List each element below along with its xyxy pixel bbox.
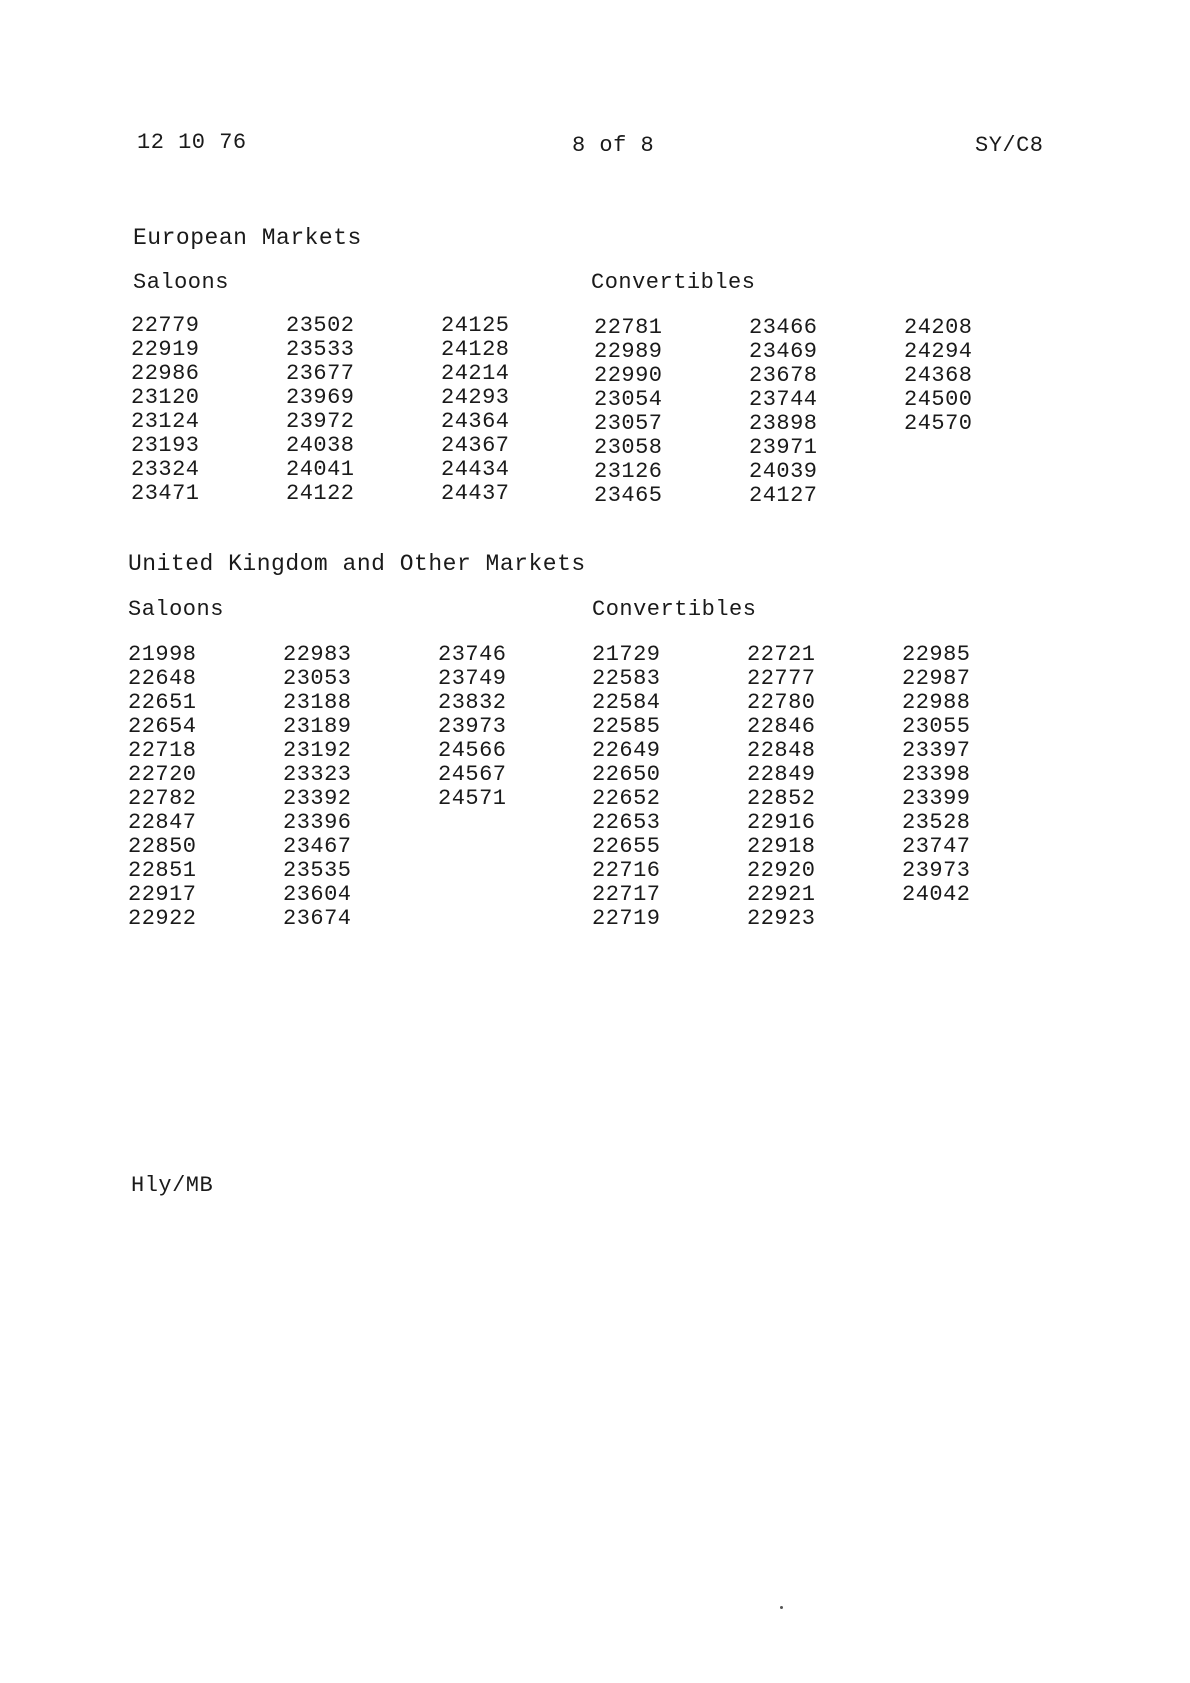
model-code: 22989: [594, 339, 663, 364]
model-code: 22652: [592, 786, 661, 811]
european-markets-heading: European Markets: [133, 225, 362, 251]
model-code: 24122: [286, 481, 355, 506]
model-code: 22852: [747, 786, 816, 811]
european-convertibles-column-3: [904, 316, 973, 436]
uk-convertibles-column-1: [592, 643, 661, 931]
model-code: 23465: [594, 483, 663, 508]
model-code: 22655: [592, 834, 661, 859]
model-code: 23057: [594, 411, 663, 436]
model-code: 22583: [592, 666, 661, 691]
model-code: 21729: [592, 642, 661, 667]
model-code: 23055: [902, 714, 971, 739]
model-code: 23746: [438, 642, 507, 667]
model-code: 23502: [286, 313, 355, 338]
model-code: 23466: [749, 315, 818, 340]
model-code: 23323: [283, 762, 352, 787]
model-code: 23189: [283, 714, 352, 739]
model-code: 23398: [902, 762, 971, 787]
model-code: 22983: [283, 642, 352, 667]
uk-saloons-column-3: [438, 643, 507, 811]
model-code: 23126: [594, 459, 663, 484]
model-code: 23053: [283, 666, 352, 691]
model-code: 22987: [902, 666, 971, 691]
document-reference: SY/C8: [975, 133, 1044, 158]
model-code: 22716: [592, 858, 661, 883]
model-code: 23744: [749, 387, 818, 412]
model-code: 24214: [441, 361, 510, 386]
model-code: 24571: [438, 786, 507, 811]
model-code: 24570: [904, 411, 973, 436]
model-code: 24127: [749, 483, 818, 508]
model-code: 22916: [747, 810, 816, 835]
model-code: 24437: [441, 481, 510, 506]
model-code: 23747: [902, 834, 971, 859]
model-code: 22648: [128, 666, 197, 691]
uk-convertibles-column-2: [747, 643, 816, 931]
model-code: 23396: [283, 810, 352, 835]
model-code: 23604: [283, 882, 352, 907]
model-code: 23193: [131, 433, 200, 458]
model-code: 22720: [128, 762, 197, 787]
model-code: 23971: [749, 435, 818, 460]
model-code: 24566: [438, 738, 507, 763]
model-code: 22922: [128, 906, 197, 931]
european-saloons-column-3: [441, 314, 510, 506]
model-code: 22851: [128, 858, 197, 883]
model-code: 22718: [128, 738, 197, 763]
model-code: 23392: [283, 786, 352, 811]
european-convertibles-column-1: [594, 316, 663, 508]
model-code: 22988: [902, 690, 971, 715]
model-code: 23973: [438, 714, 507, 739]
european-saloons-label: Saloons: [133, 270, 229, 295]
model-code: 24364: [441, 409, 510, 434]
model-code: 22986: [131, 361, 200, 386]
model-code: 22919: [131, 337, 200, 362]
model-code: 22985: [902, 642, 971, 667]
document-date: 12 10 76: [137, 130, 247, 155]
model-code: 22650: [592, 762, 661, 787]
uk-convertibles-label: Convertibles: [592, 597, 757, 622]
model-code: 22779: [131, 313, 200, 338]
model-code: 23397: [902, 738, 971, 763]
european-convertibles-label: Convertibles: [591, 270, 756, 295]
model-code: 23535: [283, 858, 352, 883]
model-code: 23972: [286, 409, 355, 434]
model-code: 22917: [128, 882, 197, 907]
model-code: 24208: [904, 315, 973, 340]
model-code: 23471: [131, 481, 200, 506]
model-code: 23324: [131, 457, 200, 482]
model-code: 23058: [594, 435, 663, 460]
model-code: 23399: [902, 786, 971, 811]
model-code: 21998: [128, 642, 197, 667]
model-code: 22990: [594, 363, 663, 388]
model-code: 23677: [286, 361, 355, 386]
model-code: 23678: [749, 363, 818, 388]
uk-markets-heading: United Kingdom and Other Markets: [128, 551, 586, 577]
model-code: 22923: [747, 906, 816, 931]
model-code: 23749: [438, 666, 507, 691]
model-code: 23188: [283, 690, 352, 715]
uk-saloons-label: Saloons: [128, 597, 224, 622]
model-code: 23832: [438, 690, 507, 715]
model-code: 22918: [747, 834, 816, 859]
model-code: 24039: [749, 459, 818, 484]
model-code: 24367: [441, 433, 510, 458]
european-saloons-column-1: [131, 314, 200, 506]
model-code: 24128: [441, 337, 510, 362]
model-code: 23192: [283, 738, 352, 763]
model-code: 22717: [592, 882, 661, 907]
model-code: 22848: [747, 738, 816, 763]
model-code: 23898: [749, 411, 818, 436]
model-code: 22651: [128, 690, 197, 715]
page-number: 8 of 8: [572, 133, 655, 158]
model-code: 23054: [594, 387, 663, 412]
model-code: 22654: [128, 714, 197, 739]
model-code: 23969: [286, 385, 355, 410]
model-code: 22584: [592, 690, 661, 715]
model-code: 22921: [747, 882, 816, 907]
model-code: 22781: [594, 315, 663, 340]
model-code: 24500: [904, 387, 973, 412]
model-code: 23674: [283, 906, 352, 931]
model-code: 23528: [902, 810, 971, 835]
model-code: 24368: [904, 363, 973, 388]
model-code: 22585: [592, 714, 661, 739]
model-code: 24434: [441, 457, 510, 482]
model-code: 22847: [128, 810, 197, 835]
model-code: 22777: [747, 666, 816, 691]
model-code: 22649: [592, 738, 661, 763]
european-convertibles-column-2: [749, 316, 818, 508]
model-code: 24041: [286, 457, 355, 482]
model-code: 22849: [747, 762, 816, 787]
model-code: 23120: [131, 385, 200, 410]
model-code: 22850: [128, 834, 197, 859]
model-code: 22782: [128, 786, 197, 811]
model-code: 22719: [592, 906, 661, 931]
typist-initials: Hly/MB: [131, 1173, 214, 1198]
model-code: 22653: [592, 810, 661, 835]
model-code: 24042: [902, 882, 971, 907]
model-code: 24038: [286, 433, 355, 458]
uk-saloons-column-1: [128, 643, 197, 931]
model-code: 22721: [747, 642, 816, 667]
scan-speck: [780, 1606, 783, 1609]
model-code: 23124: [131, 409, 200, 434]
model-code: 22846: [747, 714, 816, 739]
model-code: 23533: [286, 337, 355, 362]
model-code: 24125: [441, 313, 510, 338]
model-code: 24293: [441, 385, 510, 410]
uk-convertibles-column-3: [902, 643, 971, 907]
model-code: 22920: [747, 858, 816, 883]
model-code: 22780: [747, 690, 816, 715]
model-code: 24567: [438, 762, 507, 787]
european-saloons-column-2: [286, 314, 355, 506]
model-code: 23973: [902, 858, 971, 883]
model-code: 23469: [749, 339, 818, 364]
model-code: 23467: [283, 834, 352, 859]
uk-saloons-column-2: [283, 643, 352, 931]
model-code: 24294: [904, 339, 973, 364]
